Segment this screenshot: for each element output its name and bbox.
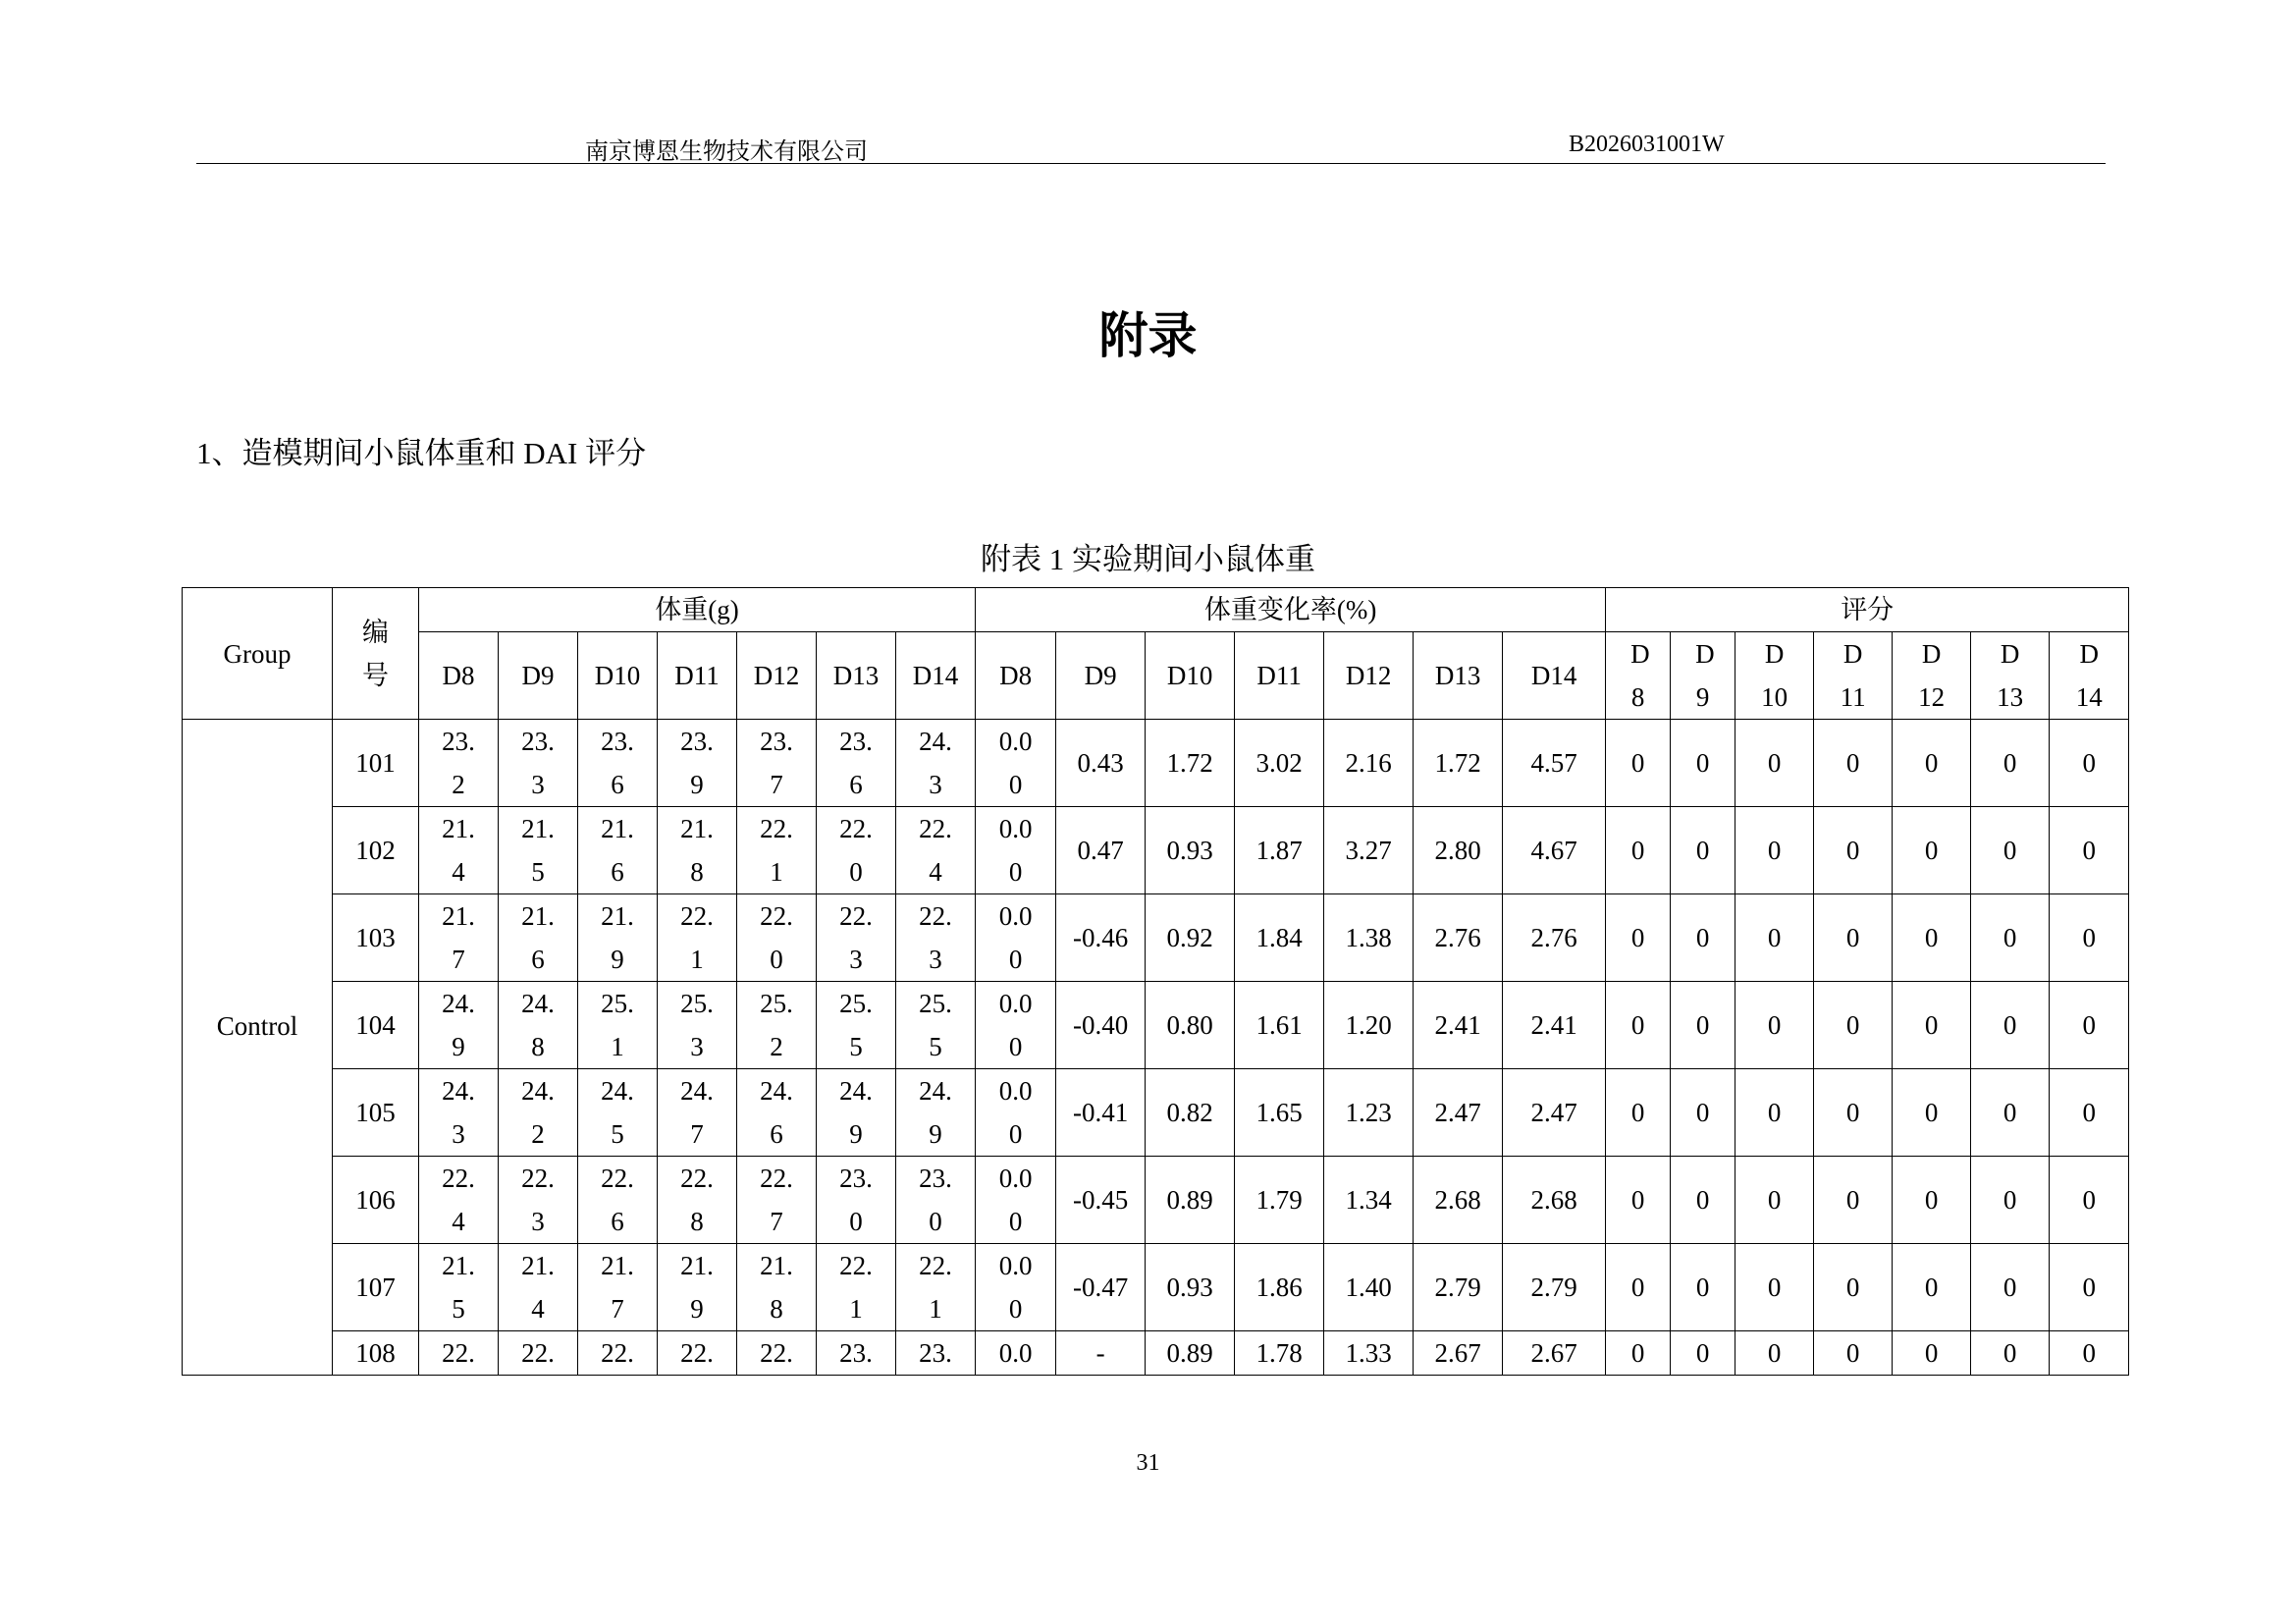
- change-cell: 2.16: [1324, 720, 1414, 807]
- score-cell: 0: [1814, 1331, 1893, 1376]
- score-cell: 0: [1971, 807, 2050, 894]
- change-day-header: D10: [1146, 632, 1235, 720]
- score-cell: 0: [1971, 1244, 2050, 1331]
- weight-cell: 23.0: [896, 1157, 976, 1244]
- weight-cell: 23.: [817, 1331, 896, 1376]
- change-cell: 1.86: [1235, 1244, 1324, 1331]
- change-cell: 1.72: [1414, 720, 1503, 807]
- weight-cell: 23.3: [499, 720, 578, 807]
- header-row-days: [183, 632, 2129, 720]
- score-cell: 0: [1893, 982, 1971, 1069]
- change-day-header: D11: [1235, 632, 1324, 720]
- change-cell: 2.47: [1503, 1069, 1606, 1157]
- score-cell: 0: [1971, 1331, 2050, 1376]
- header-divider: [196, 163, 2106, 164]
- weight-cell: 22.3: [896, 894, 976, 982]
- weight-day-header: D9: [499, 632, 578, 720]
- change-cell: 0.93: [1146, 1244, 1235, 1331]
- score-cell: 0: [1671, 982, 1735, 1069]
- score-day-header: D11: [1814, 632, 1893, 720]
- change-cell: 4.67: [1503, 807, 1606, 894]
- weight-cell: 24.2: [499, 1069, 578, 1157]
- score-cell: 0: [1671, 807, 1735, 894]
- weight-cell: 21.9: [578, 894, 658, 982]
- change-cell: 2.41: [1414, 982, 1503, 1069]
- weight-day-header: D12: [737, 632, 817, 720]
- score-day-header: D12: [1893, 632, 1971, 720]
- change-cell: 1.34: [1324, 1157, 1414, 1244]
- weight-day-header: D14: [896, 632, 976, 720]
- weight-cell: 25.5: [817, 982, 896, 1069]
- change-cell: 2.76: [1503, 894, 1606, 982]
- change-cell: 1.87: [1235, 807, 1324, 894]
- weight-cell: 24.3: [419, 1069, 499, 1157]
- weight-cell: 23.: [896, 1331, 976, 1376]
- change-cell: 2.80: [1414, 807, 1503, 894]
- weight-cell: 24.8: [499, 982, 578, 1069]
- score-cell: 0: [1606, 807, 1671, 894]
- score-cell: 0: [1814, 894, 1893, 982]
- score-cell: 0: [1671, 1069, 1735, 1157]
- score-cell: 0: [2050, 1069, 2129, 1157]
- score-cell: 0: [1735, 982, 1814, 1069]
- mouse-id-cell: 102: [333, 807, 419, 894]
- score-cell: 0: [2050, 1244, 2129, 1331]
- weight-cell: 25.2: [737, 982, 817, 1069]
- score-cell: 0: [1735, 1157, 1814, 1244]
- change-cell: 2.68: [1503, 1157, 1606, 1244]
- table-row: [183, 1069, 2129, 1157]
- score-cell: 0: [1606, 720, 1671, 807]
- body-weight-table: [182, 587, 2129, 1376]
- id-header: 编号: [333, 588, 419, 720]
- weight-cell: 22.0: [817, 807, 896, 894]
- change-cell: 3.27: [1324, 807, 1414, 894]
- score-cell: 0: [1735, 1069, 1814, 1157]
- group-header: Group: [183, 588, 333, 720]
- score-cell: 0: [1671, 1331, 1735, 1376]
- score-cell: 0: [1735, 894, 1814, 982]
- weight-cell: 21.6: [499, 894, 578, 982]
- change-cell: 0.00: [976, 894, 1056, 982]
- header-row-groups: [183, 588, 2129, 632]
- weight-cell: 23.2: [419, 720, 499, 807]
- weight-cell: 24.7: [658, 1069, 737, 1157]
- weight-cell: 21.7: [419, 894, 499, 982]
- mouse-id-cell: 106: [333, 1157, 419, 1244]
- score-day-header: D10: [1735, 632, 1814, 720]
- weight-cell: 21.5: [419, 1244, 499, 1331]
- weight-cell: 22.1: [658, 894, 737, 982]
- change-cell: 0.80: [1146, 982, 1235, 1069]
- weight-cell: 22.3: [499, 1157, 578, 1244]
- weight-cell: 21.9: [658, 1244, 737, 1331]
- weight-cell: 21.8: [658, 807, 737, 894]
- weight-day-header: D10: [578, 632, 658, 720]
- weight-cell: 22.1: [896, 1244, 976, 1331]
- score-cell: 0: [1893, 1244, 1971, 1331]
- weight-cell: 22.7: [737, 1157, 817, 1244]
- change-cell: 1.84: [1235, 894, 1324, 982]
- weight-cell: 22.4: [419, 1157, 499, 1244]
- change-day-header: D12: [1324, 632, 1414, 720]
- weight-day-header: D8: [419, 632, 499, 720]
- weight-cell: 25.5: [896, 982, 976, 1069]
- change-cell: 0.82: [1146, 1069, 1235, 1157]
- change-cell: 1.79: [1235, 1157, 1324, 1244]
- table-row: [183, 1157, 2129, 1244]
- score-cell: 0: [1814, 1244, 1893, 1331]
- change-cell: 0.47: [1056, 807, 1146, 894]
- weight-day-header: D11: [658, 632, 737, 720]
- score-cell: 0: [1971, 982, 2050, 1069]
- weight-cell: 23.7: [737, 720, 817, 807]
- change-cell: 0.43: [1056, 720, 1146, 807]
- change-cell: 4.57: [1503, 720, 1606, 807]
- change-cell: 1.23: [1324, 1069, 1414, 1157]
- score-cell: 0: [1893, 1069, 1971, 1157]
- score-cell: 0: [1814, 807, 1893, 894]
- weight-cell: 22.: [658, 1331, 737, 1376]
- table-row: [183, 807, 2129, 894]
- score-cell: 0: [1606, 982, 1671, 1069]
- table-row: [183, 894, 2129, 982]
- score-day-header: D14: [2050, 632, 2129, 720]
- change-cell: -0.46: [1056, 894, 1146, 982]
- change-cell: 2.47: [1414, 1069, 1503, 1157]
- change-cell: 2.67: [1503, 1331, 1606, 1376]
- change-cell: 2.76: [1414, 894, 1503, 982]
- mouse-id-cell: 105: [333, 1069, 419, 1157]
- score-cell: 0: [1735, 1331, 1814, 1376]
- score-cell: 0: [1606, 1244, 1671, 1331]
- weight-cell: 25.1: [578, 982, 658, 1069]
- section-heading: 1、造模期间小鼠体重和 DAI 评分: [196, 436, 647, 470]
- weight-cell: 22.3: [817, 894, 896, 982]
- change-cell: 2.67: [1414, 1331, 1503, 1376]
- score-cell: 0: [1893, 1157, 1971, 1244]
- score-cell: 0: [1735, 807, 1814, 894]
- score-cell: 0: [1671, 894, 1735, 982]
- score-cell: 0: [1971, 1157, 2050, 1244]
- score-cell: 0: [1735, 1244, 1814, 1331]
- change-cell: 0.89: [1146, 1157, 1235, 1244]
- score-day-header: D13: [1971, 632, 2050, 720]
- weight-cell: 24.9: [896, 1069, 976, 1157]
- weight-cell: 23.6: [578, 720, 658, 807]
- change-day-header: D13: [1414, 632, 1503, 720]
- score-cell: 0: [1814, 1157, 1893, 1244]
- score-cell: 0: [1893, 807, 1971, 894]
- weight-cell: 24.5: [578, 1069, 658, 1157]
- weight-cell: 24.3: [896, 720, 976, 807]
- change-cell: 0.89: [1146, 1331, 1235, 1376]
- score-cell: 0: [1971, 894, 2050, 982]
- table-row: [183, 982, 2129, 1069]
- weight-cell: 23.6: [817, 720, 896, 807]
- weight-cell: 23.9: [658, 720, 737, 807]
- change-cell: 0.00: [976, 982, 1056, 1069]
- weight-cell: 21.8: [737, 1244, 817, 1331]
- weight-cell: 21.5: [499, 807, 578, 894]
- table-caption: 附表 1 实验期间小鼠体重: [981, 542, 1315, 576]
- change-cell: 0.0: [976, 1331, 1056, 1376]
- change-cell: 3.02: [1235, 720, 1324, 807]
- change-cell: 0.00: [976, 807, 1056, 894]
- mouse-id-cell: 107: [333, 1244, 419, 1331]
- score-cell: 0: [1814, 720, 1893, 807]
- change-cell: -0.47: [1056, 1244, 1146, 1331]
- change-day-header: D14: [1503, 632, 1606, 720]
- weight-cell: 21.6: [578, 807, 658, 894]
- table-row: [183, 1244, 2129, 1331]
- change-day-header: D8: [976, 632, 1056, 720]
- change-cell: 0.00: [976, 720, 1056, 807]
- change-cell: 1.61: [1235, 982, 1324, 1069]
- weight-cell: 22.4: [896, 807, 976, 894]
- change-cell: 2.79: [1503, 1244, 1606, 1331]
- score-day-header: D8: [1606, 632, 1671, 720]
- score-header: 评分: [1606, 588, 2129, 632]
- change-cell: 1.33: [1324, 1331, 1414, 1376]
- weight-header: 体重(g): [419, 588, 976, 632]
- change-cell: 0.00: [976, 1069, 1056, 1157]
- score-cell: 0: [1971, 1069, 2050, 1157]
- score-cell: 0: [1893, 1331, 1971, 1376]
- change-cell: 0.92: [1146, 894, 1235, 982]
- change-cell: -0.40: [1056, 982, 1146, 1069]
- weight-cell: 22.1: [737, 807, 817, 894]
- weight-day-header: D13: [817, 632, 896, 720]
- table-body: [183, 720, 2129, 1376]
- weight-cell: 22.: [737, 1331, 817, 1376]
- weight-cell: 21.4: [419, 807, 499, 894]
- score-day-header: D9: [1671, 632, 1735, 720]
- score-cell: 0: [2050, 720, 2129, 807]
- score-cell: 0: [1671, 1157, 1735, 1244]
- change-cell: 1.38: [1324, 894, 1414, 982]
- score-cell: 0: [1671, 720, 1735, 807]
- score-cell: 0: [2050, 894, 2129, 982]
- group-cell: Control: [183, 720, 333, 1376]
- change-cell: -0.41: [1056, 1069, 1146, 1157]
- change-cell: 1.72: [1146, 720, 1235, 807]
- change-cell: 1.65: [1235, 1069, 1324, 1157]
- score-cell: 0: [1606, 1069, 1671, 1157]
- weight-cell: 24.9: [817, 1069, 896, 1157]
- score-cell: 0: [1893, 894, 1971, 982]
- change-cell: -0.45: [1056, 1157, 1146, 1244]
- change-cell: 1.20: [1324, 982, 1414, 1069]
- table-row: [183, 720, 2129, 807]
- change-day-header: D9: [1056, 632, 1146, 720]
- score-cell: 0: [1971, 720, 2050, 807]
- change-cell: 1.78: [1235, 1331, 1324, 1376]
- mouse-id-cell: 108: [333, 1331, 419, 1376]
- score-cell: 0: [1814, 982, 1893, 1069]
- change-cell: 2.41: [1503, 982, 1606, 1069]
- score-cell: 0: [2050, 807, 2129, 894]
- weight-cell: 22.6: [578, 1157, 658, 1244]
- score-cell: 0: [1606, 1331, 1671, 1376]
- header-company: 南京博恩生物技术有限公司: [585, 139, 868, 165]
- change-header: 体重变化率(%): [976, 588, 1606, 632]
- score-cell: 0: [1893, 720, 1971, 807]
- mouse-id-cell: 104: [333, 982, 419, 1069]
- change-cell: -: [1056, 1331, 1146, 1376]
- weight-cell: 25.3: [658, 982, 737, 1069]
- score-cell: 0: [2050, 1157, 2129, 1244]
- change-cell: 0.00: [976, 1157, 1056, 1244]
- mouse-id-cell: 103: [333, 894, 419, 982]
- score-cell: 0: [1671, 1244, 1735, 1331]
- score-cell: 0: [1606, 1157, 1671, 1244]
- weight-cell: 22.1: [817, 1244, 896, 1331]
- change-cell: 2.79: [1414, 1244, 1503, 1331]
- score-cell: 0: [2050, 982, 2129, 1069]
- weight-cell: 21.4: [499, 1244, 578, 1331]
- mouse-id-cell: 101: [333, 720, 419, 807]
- score-cell: 0: [2050, 1331, 2129, 1376]
- weight-cell: 22.: [419, 1331, 499, 1376]
- weight-cell: 24.9: [419, 982, 499, 1069]
- score-cell: 0: [1814, 1069, 1893, 1157]
- table-row: [183, 1331, 2129, 1376]
- weight-cell: 22.8: [658, 1157, 737, 1244]
- weight-cell: 22.0: [737, 894, 817, 982]
- change-cell: 2.68: [1414, 1157, 1503, 1244]
- score-cell: 0: [1606, 894, 1671, 982]
- page-title: 附录: [1098, 307, 1198, 364]
- header-report-id: B2026031001W: [1569, 132, 1725, 157]
- weight-cell: 22.: [578, 1331, 658, 1376]
- change-cell: 0.00: [976, 1244, 1056, 1331]
- score-cell: 0: [1735, 720, 1814, 807]
- weight-cell: 24.6: [737, 1069, 817, 1157]
- page-number: 31: [1136, 1450, 1160, 1476]
- change-cell: 1.40: [1324, 1244, 1414, 1331]
- weight-cell: 22.: [499, 1331, 578, 1376]
- weight-cell: 21.7: [578, 1244, 658, 1331]
- weight-cell: 23.0: [817, 1157, 896, 1244]
- change-cell: 0.93: [1146, 807, 1235, 894]
